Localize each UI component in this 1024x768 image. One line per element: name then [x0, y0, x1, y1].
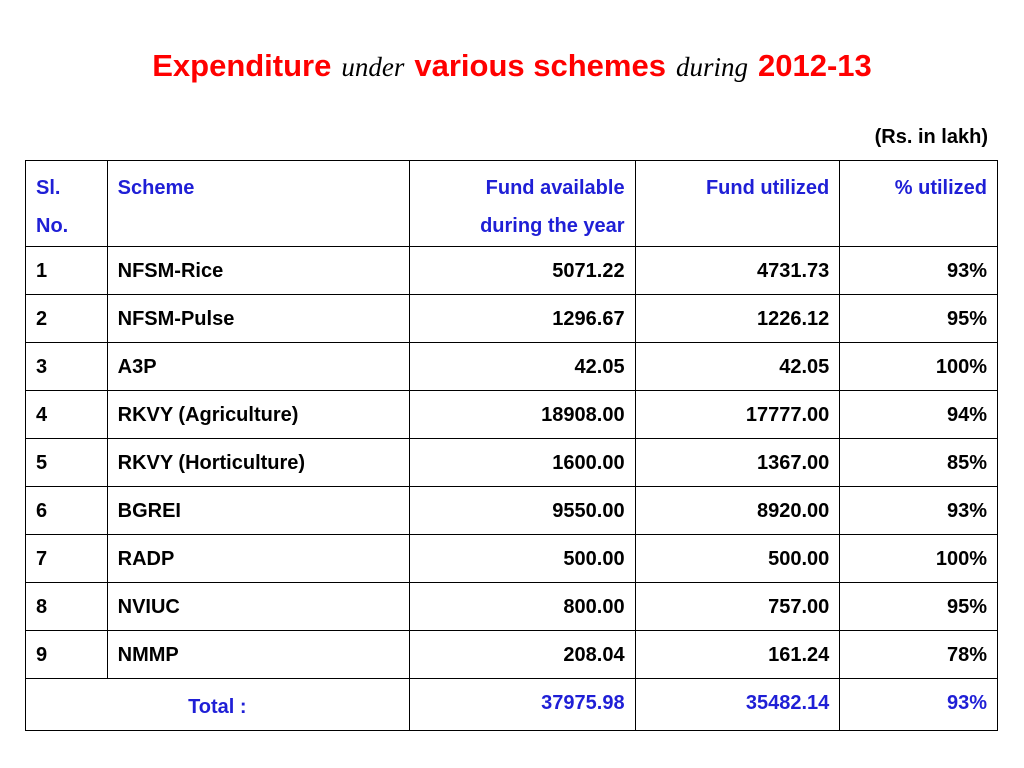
cell-scheme: NFSM-Rice	[107, 247, 409, 295]
header-pct-utilized: % utilized	[840, 161, 998, 247]
cell-fund-utilized: 17777.00	[635, 391, 840, 439]
table-row	[26, 295, 998, 343]
header-sl-no	[26, 161, 108, 247]
table-row	[26, 439, 998, 487]
unit-note: (Rs. in lakh)	[874, 126, 988, 148]
header-fund-utilized: Fund utilized	[635, 161, 840, 247]
cell-fund-available: 9550.00	[409, 487, 635, 535]
cell-pct-utilized: 85%	[840, 439, 998, 487]
cell-fund-available: 500.00	[409, 535, 635, 583]
header-sl-line2: No.	[36, 215, 69, 237]
cell-scheme: A3P	[107, 343, 409, 391]
cell-sl: 7	[26, 535, 108, 583]
cell-pct-utilized: 100%	[840, 343, 998, 391]
table-row	[26, 343, 998, 391]
cell-scheme: BGREI	[107, 487, 409, 535]
cell-scheme: NMMP	[107, 631, 409, 679]
header-fund-available-line2: during the year	[480, 215, 625, 237]
cell-fund-available: 18908.00	[409, 391, 635, 439]
cell-sl: 2	[26, 295, 108, 343]
cell-scheme: RKVY (Horticulture)	[107, 439, 409, 487]
cell-fund-available: 42.05	[409, 343, 635, 391]
table-total-row	[26, 679, 998, 731]
table-row	[26, 631, 998, 679]
cell-pct-utilized: 93%	[840, 487, 998, 535]
cell-pct-utilized: 95%	[840, 295, 998, 343]
cell-pct-utilized: 78%	[840, 631, 998, 679]
cell-fund-utilized: 500.00	[635, 535, 840, 583]
title-part-under: under	[341, 52, 405, 82]
cell-pct-utilized: 95%	[840, 583, 998, 631]
total-label: Total :	[26, 679, 410, 731]
cell-fund-utilized: 8920.00	[635, 487, 840, 535]
title-part-year: 2012-13	[757, 48, 872, 83]
expenditure-table	[25, 160, 998, 731]
cell-pct-utilized: 100%	[840, 535, 998, 583]
table-row	[26, 391, 998, 439]
cell-fund-utilized: 4731.73	[635, 247, 840, 295]
cell-scheme: NFSM-Pulse	[107, 295, 409, 343]
cell-fund-available: 800.00	[409, 583, 635, 631]
table-row	[26, 535, 998, 583]
header-scheme: Scheme	[107, 161, 409, 247]
cell-scheme: NVIUC	[107, 583, 409, 631]
cell-scheme: RADP	[107, 535, 409, 583]
cell-sl: 9	[26, 631, 108, 679]
table-row	[26, 247, 998, 295]
title-part-expenditure: Expenditure	[152, 48, 332, 83]
title-part-during: during	[675, 52, 748, 82]
cell-fund-available: 1296.67	[409, 295, 635, 343]
cell-fund-utilized: 42.05	[635, 343, 840, 391]
page-title	[0, 42, 1024, 91]
cell-sl: 4	[26, 391, 108, 439]
cell-fund-available: 1600.00	[409, 439, 635, 487]
table-row	[26, 583, 998, 631]
total-fund-available: 37975.98	[409, 679, 635, 731]
header-sl-line1: Sl.	[36, 177, 61, 199]
cell-pct-utilized: 94%	[840, 391, 998, 439]
table-row	[26, 487, 998, 535]
table-header-row	[26, 161, 998, 247]
cell-pct-utilized: 93%	[840, 247, 998, 295]
cell-fund-utilized: 1367.00	[635, 439, 840, 487]
title-part-various-schemes: various schemes	[414, 48, 666, 83]
cell-sl: 3	[26, 343, 108, 391]
header-fund-available	[409, 161, 635, 247]
cell-fund-utilized: 757.00	[635, 583, 840, 631]
total-pct-utilized: 93%	[840, 679, 998, 731]
cell-sl: 6	[26, 487, 108, 535]
cell-fund-available: 208.04	[409, 631, 635, 679]
total-fund-utilized: 35482.14	[635, 679, 840, 731]
cell-sl: 5	[26, 439, 108, 487]
cell-sl: 1	[26, 247, 108, 295]
cell-sl: 8	[26, 583, 108, 631]
cell-fund-available: 5071.22	[409, 247, 635, 295]
cell-fund-utilized: 1226.12	[635, 295, 840, 343]
cell-fund-utilized: 161.24	[635, 631, 840, 679]
cell-scheme: RKVY (Agriculture)	[107, 391, 409, 439]
header-fund-available-line1: Fund available	[485, 177, 625, 199]
